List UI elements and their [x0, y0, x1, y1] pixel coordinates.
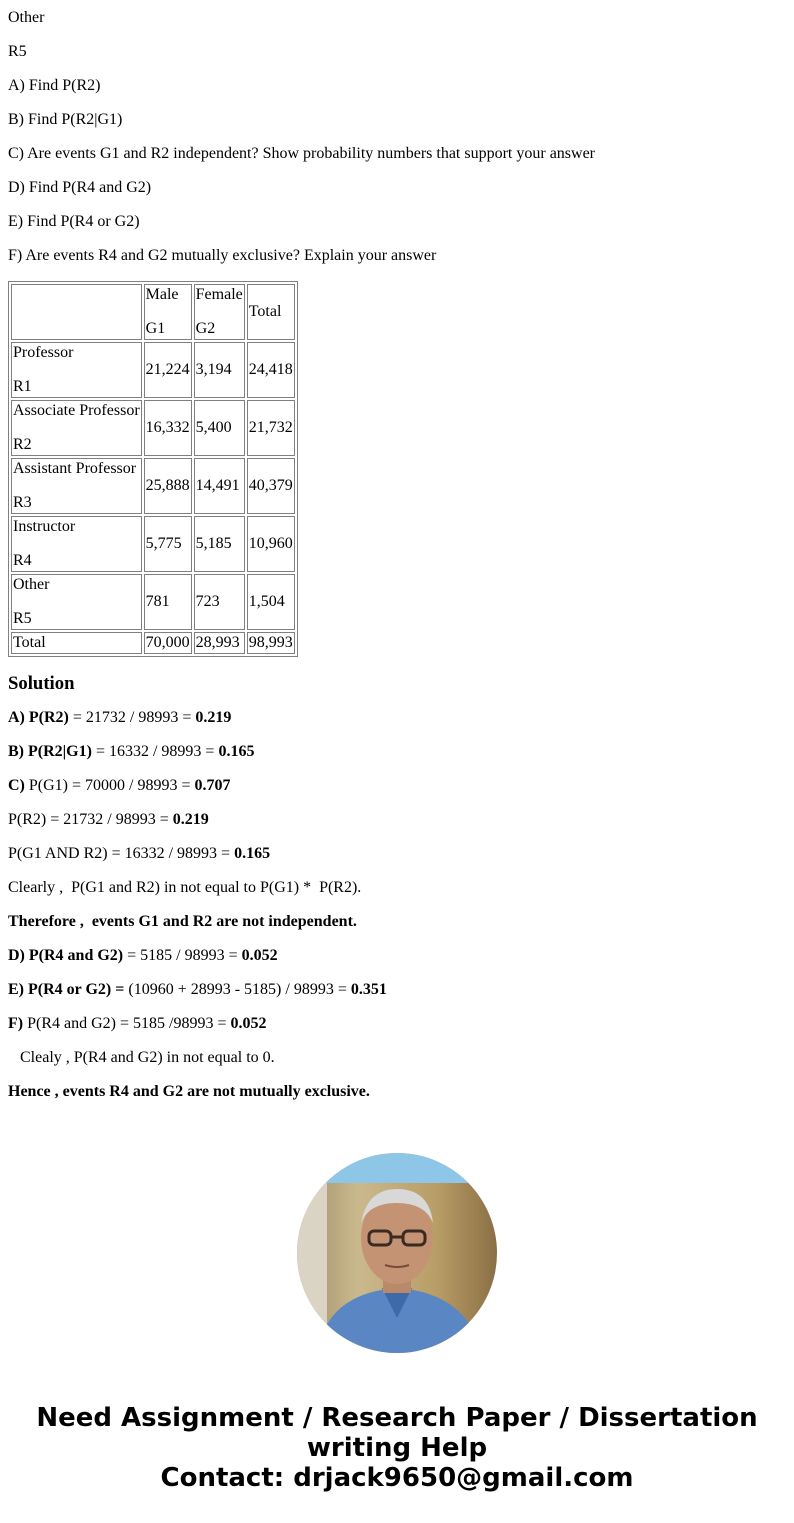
row-label-cell: [11, 458, 142, 514]
bold-text: Therefore , events G1 and R2 are not independent.: [8, 913, 357, 930]
text: Clealy , P(R4 and G2) in not equal to 0.: [20, 1049, 275, 1066]
header-cell-code: G2: [195, 320, 216, 337]
value-cell-male: [144, 458, 192, 514]
header-cell-text: Male: [145, 286, 179, 303]
value-cell-female-text: 14,491: [195, 477, 240, 494]
question-line: R5: [8, 43, 27, 60]
question-line: E) Find P(R4 or G2): [8, 213, 140, 230]
value-cell-total-text: 24,418: [248, 361, 293, 378]
total-cell-female: [194, 632, 245, 654]
value-cell-male: [144, 574, 192, 630]
value-cell-total: [247, 400, 295, 456]
value-cell-male-text: 5,775: [145, 535, 182, 552]
solution-line: [8, 947, 786, 965]
row-label-cell-code: R5: [13, 610, 32, 627]
bold-text: A) P(R2): [8, 709, 69, 726]
value-cell-total: [247, 458, 295, 514]
table-row: [11, 574, 295, 630]
row-label-cell: [11, 574, 142, 630]
solution-line: [8, 709, 786, 727]
value-cell-male-text: 16,332: [145, 419, 190, 436]
header-cell: [144, 284, 192, 340]
text: P(G1) = 70000 / 98993 =: [24, 777, 195, 794]
total-cell-label-text: Total: [13, 634, 46, 651]
value-cell-male-text: 21,224: [145, 361, 190, 378]
header-cell-code: G1: [145, 320, 166, 337]
text: P(R2) = 21732 / 98993 =: [8, 811, 173, 828]
solution-line: [8, 777, 786, 795]
document-content: [8, 0, 786, 1117]
total-cell-label: [11, 632, 142, 654]
solution-line: [8, 1083, 786, 1101]
question-text: [8, 0, 786, 265]
value-cell-female-text: 5,400: [195, 419, 232, 436]
total-cell-male-text: 70,000: [145, 634, 190, 651]
bold-text: C): [8, 777, 25, 794]
author-avatar: [297, 1153, 497, 1353]
bold-text: 0.219: [172, 811, 209, 828]
solution-line: [8, 811, 786, 829]
text: (10960 + 28993 - 5185) / 98993 =: [124, 981, 351, 998]
solution-text: [8, 709, 786, 1101]
footer-banner: [0, 1403, 794, 1493]
value-cell-female-text: 3,194: [195, 361, 232, 378]
value-cell-total-text: 21,732: [248, 419, 293, 436]
header-cell: [194, 284, 245, 340]
value-cell-total-text: 10,960: [248, 535, 293, 552]
value-cell-female: [194, 516, 245, 572]
bold-text: 0.052: [230, 1015, 267, 1032]
value-cell-female: [194, 574, 245, 630]
solution-line: [8, 743, 786, 761]
value-cell-total: [247, 342, 295, 398]
header-cell-text: Female: [195, 286, 243, 303]
bold-text: D) P(R4 and G2): [8, 947, 124, 964]
footer-line-1: Need Assignment / Research Paper / Dissertation: [36, 1403, 758, 1433]
total-cell-female-text: 28,993: [195, 634, 240, 651]
total-cell-total: [247, 632, 295, 654]
solution-line: [8, 981, 786, 999]
table-row: [11, 458, 295, 514]
row-label-cell-text: Associate Professor: [13, 402, 140, 419]
row-label-cell-text: Instructor: [13, 518, 76, 535]
total-cell-total-text: 98,993: [248, 634, 293, 651]
value-cell-female: [194, 342, 245, 398]
row-label-cell: [11, 400, 142, 456]
solution-line: [8, 913, 786, 931]
value-cell-female: [194, 400, 245, 456]
solution-line: [8, 879, 786, 897]
header-cell: [247, 284, 295, 340]
header-cell-text: Total: [248, 303, 282, 320]
solution-line: [8, 1049, 786, 1067]
solution-line: [8, 845, 786, 863]
table-total-row: [11, 632, 295, 654]
header-cell-empty: [11, 284, 142, 340]
table-row: [11, 516, 295, 572]
value-cell-male: [144, 342, 192, 398]
bold-text: B) P(R2|G1): [8, 743, 92, 760]
value-cell-female-text: 723: [195, 593, 220, 610]
bold-text: 0.707: [194, 777, 231, 794]
bold-text: 0.165: [218, 743, 255, 760]
text: P(R4 and G2) = 5185 /98993 =: [23, 1015, 231, 1032]
value-cell-female-text: 5,185: [195, 535, 232, 552]
row-label-cell-text: Other: [13, 576, 50, 593]
row-label-cell-code: R2: [13, 436, 32, 453]
footer-line-2: writing Help: [306, 1433, 488, 1463]
value-cell-male-text: 781: [145, 593, 170, 610]
table-header-row: [11, 284, 295, 340]
question-line: D) Find P(R4 and G2): [8, 179, 152, 196]
row-label-cell: [11, 516, 142, 572]
solution-line: [8, 1015, 786, 1033]
faculty-gender-table: [8, 281, 298, 657]
total-cell-male: [144, 632, 192, 654]
question-line: F) Are events R4 and G2 mutually exclusive? Explain your answer: [8, 247, 437, 264]
question-line: Other: [8, 9, 45, 26]
question-line: B) Find P(R2|G1): [8, 111, 123, 128]
value-cell-total: [247, 516, 295, 572]
value-cell-male: [144, 400, 192, 456]
row-label-cell-code: R4: [13, 552, 32, 569]
bold-text: 0.165: [234, 845, 271, 862]
row-label-cell-text: Professor: [13, 344, 74, 361]
bold-text: 0.351: [350, 981, 387, 998]
value-cell-total-text: 40,379: [248, 477, 293, 494]
question-line: C) Are events G1 and R2 independent? Show probability numbers that support your answer: [8, 145, 595, 162]
bold-text: E) P(R4 or G2) =: [8, 981, 125, 998]
text: Clearly , P(G1 and R2) in not equal to P(G1) * P(R2).: [8, 879, 362, 896]
row-label-cell-code: R3: [13, 494, 32, 511]
text: = 5185 / 98993 =: [123, 947, 242, 964]
value-cell-total: [247, 574, 295, 630]
row-label-cell-code: R1: [13, 378, 32, 395]
table-row: [11, 400, 295, 456]
value-cell-female: [194, 458, 245, 514]
value-cell-male-text: 25,888: [145, 477, 190, 494]
value-cell-total-text: 1,504: [248, 593, 285, 610]
bold-text: 0.219: [195, 709, 232, 726]
text: P(G1 AND R2) = 16332 / 98993 =: [8, 845, 235, 862]
table-row: [11, 342, 295, 398]
bold-text: 0.052: [241, 947, 278, 964]
person-photo-icon: [297, 1153, 497, 1353]
bold-text: Hence , events R4 and G2 are not mutually exclusive.: [8, 1083, 370, 1100]
text: = 16332 / 98993 =: [91, 743, 219, 760]
question-line: A) Find P(R2): [8, 77, 101, 94]
bold-text: F): [8, 1015, 24, 1032]
value-cell-male: [144, 516, 192, 572]
solution-heading: Solution: [8, 673, 75, 694]
row-label-cell: [11, 342, 142, 398]
row-label-cell-text: Assistant Professor: [13, 460, 137, 477]
text: = 21732 / 98993 =: [68, 709, 196, 726]
footer-contact: Contact: drjack9650@gmail.com: [160, 1463, 634, 1493]
